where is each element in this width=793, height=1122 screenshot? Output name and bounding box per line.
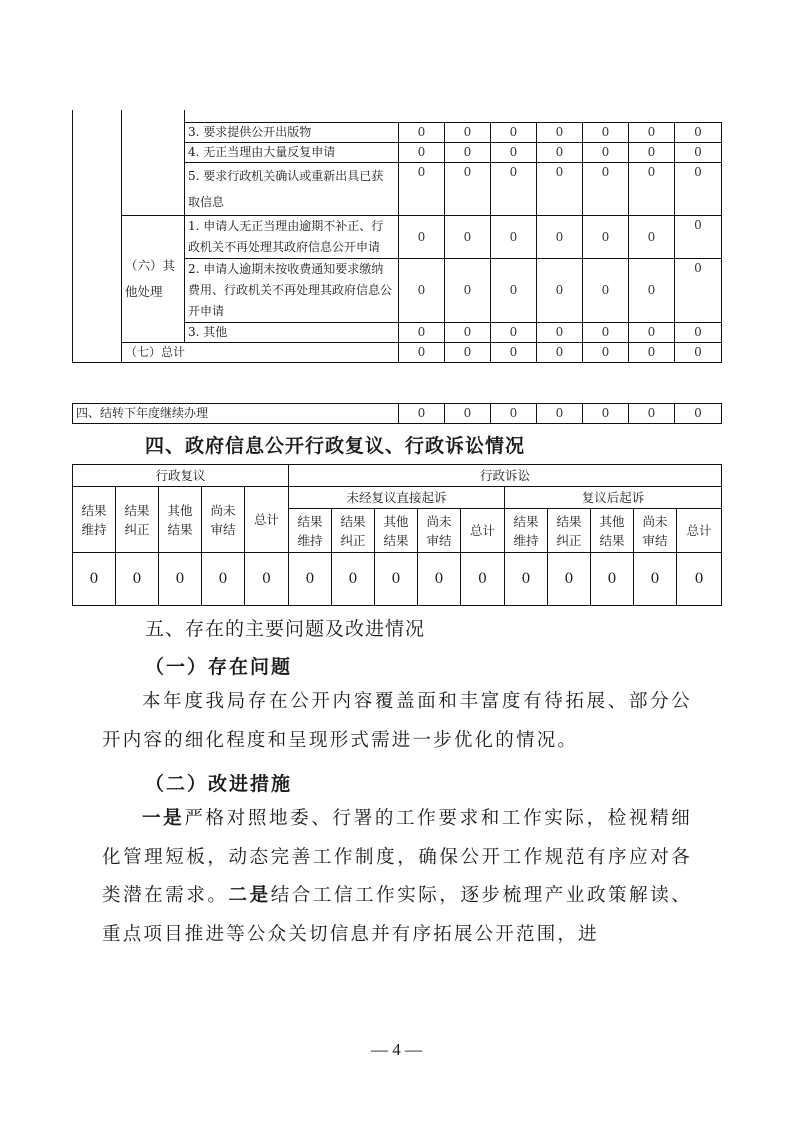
row-label: 3. 要求提供公开出版物 (185, 123, 399, 143)
cell: 0 (583, 259, 629, 323)
cell: 0 (445, 143, 491, 163)
cell: 0 (629, 143, 675, 163)
cell: 0 (491, 259, 537, 323)
col-label: 其他结果 (591, 509, 634, 553)
cell: 0 (583, 216, 629, 259)
col-label: 结果维持 (73, 487, 116, 553)
cell: 0 (491, 343, 537, 363)
cell: 0 (399, 123, 445, 143)
sub1-paragraph: 本年度我局存在公开内容覆盖面和丰富度有待拓展、部分公开内容的细化程度和呈现形式需进一步优化的情况。 (102, 691, 692, 751)
cell: 0 (537, 216, 583, 259)
page-number: — 4 — (371, 1040, 422, 1059)
after-review-header: 复议后起诉 (505, 487, 722, 509)
section4-title: 四、政府信息公开行政复议、行政诉讼情况 (145, 435, 526, 457)
carryover-table (72, 403, 722, 424)
cell: 0 (675, 404, 722, 424)
cell: 0 (537, 259, 583, 323)
cell: 0 (491, 216, 537, 259)
cell: 0 (583, 123, 629, 143)
after-value: 0 (505, 553, 548, 606)
direct-value: 0 (332, 553, 375, 606)
cell: 0 (629, 259, 675, 323)
header-row (73, 487, 722, 509)
review-litigation-table (72, 464, 722, 606)
col-label: 结果维持 (505, 509, 548, 553)
review-value: 0 (116, 553, 159, 606)
direct-value: 0 (418, 553, 461, 606)
disposal-table-continued (72, 110, 722, 363)
col-label: 结果纠正 (116, 487, 159, 553)
lead-2: 二是 (228, 885, 271, 906)
cell: 0 (629, 343, 675, 363)
direct-value: 0 (289, 553, 332, 606)
table-row (73, 110, 722, 123)
cell: 0 (491, 163, 537, 216)
review-value: 0 (202, 553, 245, 606)
col-label: 尚未审结 (202, 487, 245, 553)
cell: 0 (583, 143, 629, 163)
col-label: 尚未审结 (418, 509, 461, 553)
cell: 0 (629, 163, 675, 216)
after-value: 0 (548, 553, 591, 606)
cell: 0 (491, 123, 537, 143)
cell: 0 (675, 123, 722, 143)
cell: 0 (537, 404, 583, 424)
after-value: 0 (677, 553, 722, 606)
col-label: 总计 (245, 487, 289, 553)
direct-value: 0 (375, 553, 418, 606)
cell: 0 (399, 323, 445, 343)
cell: 0 (537, 123, 583, 143)
after-value: 0 (591, 553, 634, 606)
cell: 0 (445, 404, 491, 424)
sub1-title: （一）存在问题 (145, 656, 293, 678)
cell: 0 (399, 143, 445, 163)
review-header: 行政复议 (73, 465, 289, 487)
sub2-title: （二）改进措施 (145, 773, 293, 795)
cell: 0 (675, 143, 722, 163)
cell: 0 (445, 163, 491, 216)
cell: 0 (445, 123, 491, 143)
cell: 0 (675, 343, 722, 363)
cell: 0 (583, 343, 629, 363)
cell: 0 (537, 163, 583, 216)
cell: 0 (399, 216, 445, 259)
cell: 0 (629, 123, 675, 143)
cell: 0 (445, 259, 491, 323)
cell: 0 (537, 143, 583, 163)
col-label: 结果维持 (289, 509, 332, 553)
group6-label: （六）其他处理 (122, 216, 185, 343)
cell: 0 (445, 216, 491, 259)
cell: 0 (629, 216, 675, 259)
direct-value: 0 (461, 553, 505, 606)
cell: 0 (399, 343, 445, 363)
litigation-header: 行政诉讼 (289, 465, 722, 487)
col-label: 尚未审结 (634, 509, 677, 553)
cell: 0 (445, 323, 491, 343)
carryover-label: 四、结转下年度继续办理 (73, 404, 399, 424)
review-value: 0 (73, 553, 116, 606)
cell: 0 (675, 216, 722, 259)
header-row (73, 465, 722, 487)
cell: 0 (399, 404, 445, 424)
measure-2-text: 结合工信工作实际，逐步梳理产业政策解读、重点项目推进等公众关切信息并有序拓展公开范围，进 (102, 885, 692, 945)
cell: 0 (629, 323, 675, 343)
col-label: 结果纠正 (332, 509, 375, 553)
cell: 0 (537, 343, 583, 363)
total-row (73, 343, 722, 363)
direct-header: 未经复议直接起诉 (289, 487, 505, 509)
values-row (73, 553, 722, 606)
cell: 0 (583, 404, 629, 424)
cell: 0 (537, 323, 583, 343)
col-label: 总计 (677, 509, 722, 553)
table-row (73, 216, 722, 259)
cell: 0 (491, 143, 537, 163)
total-label: （七）总计 (122, 343, 399, 363)
cell: 0 (445, 343, 491, 363)
row-label: 3. 其他 (185, 323, 399, 343)
cell: 0 (491, 404, 537, 424)
cell: 0 (399, 259, 445, 323)
row-label: 4. 无正当理由大量反复申请 (185, 143, 399, 163)
cell: 0 (675, 163, 722, 216)
col-label: 其他结果 (375, 509, 418, 553)
outer-group-cell (73, 110, 122, 363)
group5-cell (122, 110, 185, 216)
sub2-paragraph (102, 800, 692, 954)
col-label: 其他结果 (159, 487, 202, 553)
section5-title: 五、存在的主要问题及改进情况 (145, 618, 426, 640)
after-value: 0 (634, 553, 677, 606)
carryover-row (73, 404, 722, 424)
cell: 0 (583, 163, 629, 216)
cell: 0 (491, 323, 537, 343)
row-label: 2. 申请人逾期未按收费通知要求缴纳费用、行政机关不再处理其政府信息公开申请 (185, 259, 399, 323)
cell: 0 (675, 323, 722, 343)
cell: 0 (583, 323, 629, 343)
review-value: 0 (245, 553, 289, 606)
col-label: 结果纠正 (548, 509, 591, 553)
measure-1-text: 严格对照地委、行署的工作要求和工作实际，检视精细化管理短板，动态完善工作制度，确保公开工作规范有序应对各类潜在需求。 (102, 808, 692, 906)
cell: 0 (399, 163, 445, 216)
cell: 0 (675, 259, 722, 323)
row-label: 5. 要求行政机关确认或重新出具已获取信息 (185, 163, 399, 216)
col-label: 总计 (461, 509, 505, 553)
lead-1: 一是 (142, 808, 185, 829)
cell: 0 (629, 404, 675, 424)
review-value: 0 (159, 553, 202, 606)
row-label: 1. 申请人无正当理由逾期不补正、行政机关不再处理其政府信息公开申请 (185, 216, 399, 259)
